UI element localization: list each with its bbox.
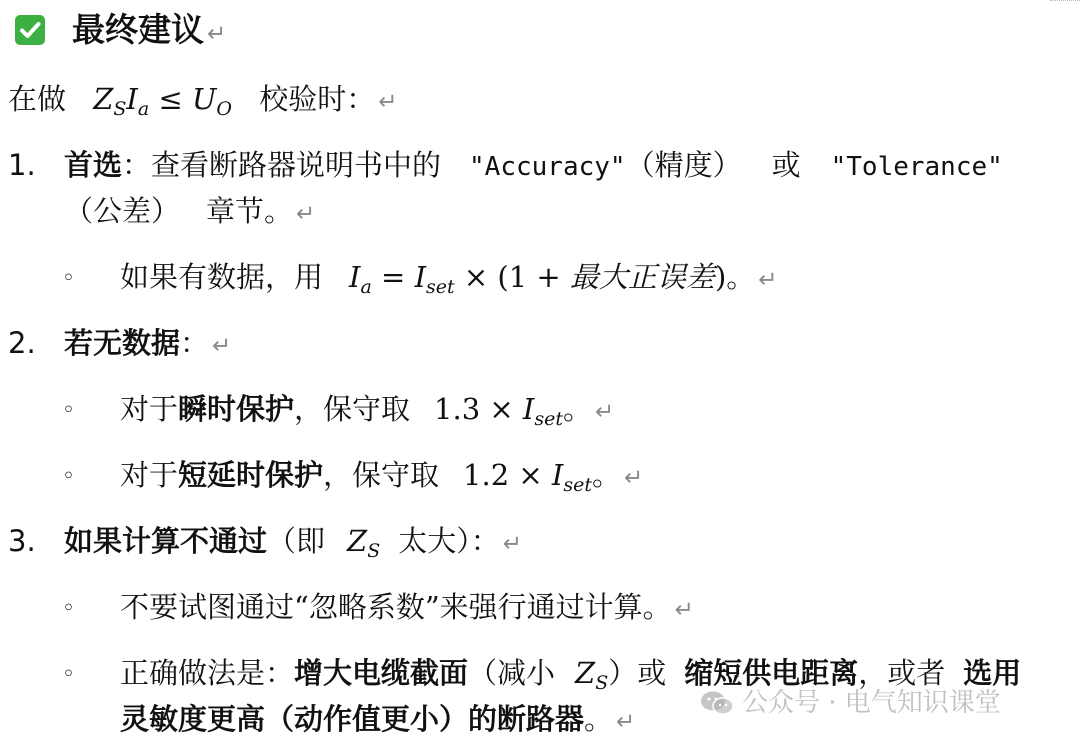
list-item-3-sub-2-continuation: 灵敏度更高（动作值更小）的断路器。 ↵	[120, 702, 636, 736]
bullet: ◦	[62, 398, 75, 423]
page-corner-mark	[1050, 0, 1080, 1]
return-mark: ↵	[378, 89, 398, 115]
return-mark: ↵	[207, 21, 227, 47]
wechat-icon	[700, 690, 734, 716]
intro-line	[8, 82, 398, 119]
return-mark: ↵	[212, 333, 232, 359]
bullet: ◦	[62, 596, 75, 621]
bullet: ◦	[62, 464, 75, 489]
intro-suffix: 校验时：	[259, 82, 376, 116]
watermark-text: 公众号 · 电气知识课堂	[742, 688, 1001, 718]
return-mark: ↵	[502, 531, 523, 557]
return-mark: ↵	[674, 597, 694, 623]
list-number: 1.	[8, 148, 36, 182]
bullet: ◦	[62, 266, 75, 291]
intro-formula: $Z_SI_a \le U_O$	[93, 82, 232, 120]
return-mark: ↵	[616, 709, 636, 735]
return-mark: ↵	[595, 399, 615, 425]
return-mark: ↵	[758, 267, 778, 293]
heading-title: 最终建议	[72, 10, 204, 49]
document-page: 最终建议 ↵ 在做 $Z_SI_a \le U_O$ 校验时： ↵ 1. 首选：查看断路器说明书中的 "Accuracy"（精度） 或 "Tolerance" （公差） 章节。 ↵ ◦ 如果有数据，用 $I_a = I_{set} \times (1$ + 最大正误差)。 ↵ 2. 若无数据： ↵ ◦ 对于瞬时保护，保守取 $1.3 \times I_{set}$。 ↵ ◦ 对于短延时保护，保守取 $1.2 \times I_{set}$。 ↵ 3. 如果计算不通过（即 $Z_S$ 太大）： ↵ ◦ 不要试图通过“忽略系数”来强行通过计算。 ↵ ◦ 正确做法是：增大电缆截面（减小 $Z_S$）或 缩短供电距离，或者 选用 灵敏度更高（动作值更小）的断路器。 ↵ 公众号 · 电气知识课堂	[0, 0, 1080, 744]
return-mark: ↵	[296, 201, 316, 227]
return-mark: ↵	[624, 465, 644, 491]
list-item-1-text: 首选：查看断路器说明书中的 "Accuracy"（精度） 或 "Tolerance"	[64, 148, 1003, 182]
list-number: 3.	[8, 524, 36, 558]
list-item-1-continuation: （公差） 章节。 ↵	[64, 194, 316, 228]
watermark	[700, 682, 1001, 719]
list-number: 2.	[8, 326, 36, 360]
heading	[14, 10, 226, 54]
intro-prefix: 在做	[8, 82, 67, 116]
check-mark-icon	[14, 14, 46, 46]
bullet: ◦	[62, 662, 75, 687]
